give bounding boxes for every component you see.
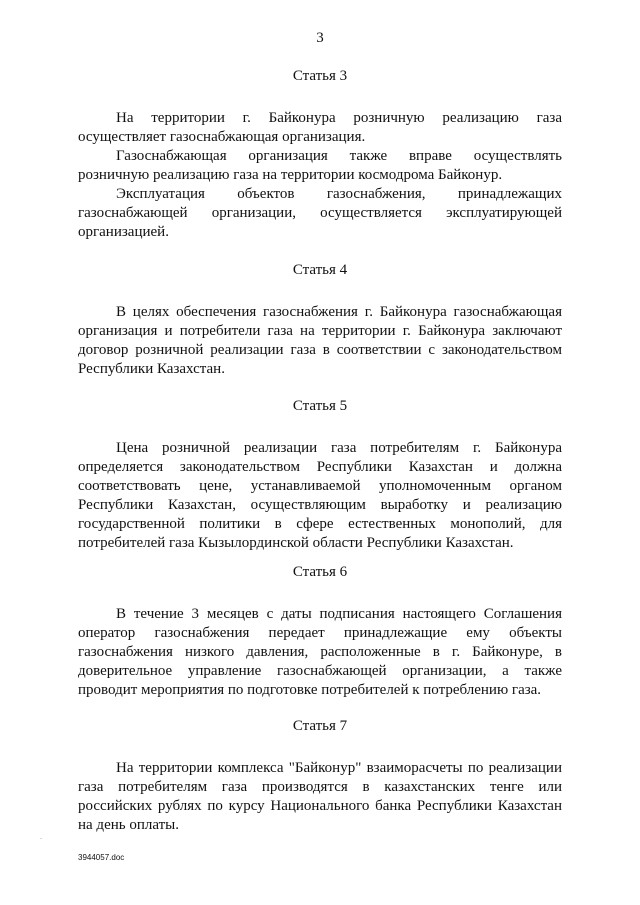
paragraph: В целях обеспечения газоснабжения г. Байконура газоснабжающая организация и потребители газа на территории г. Байконура заключают договор розничной реализации газа в соответствии с законодательством Республики Казахстан. <box>78 304 562 377</box>
page-number: 3 <box>316 30 324 46</box>
article-title: Статья 5 <box>292 398 348 414</box>
margin-mark: . <box>40 832 42 841</box>
article-title: Статья 6 <box>292 564 348 580</box>
paragraph: В течение 3 месяцев с даты подписания настоящего Соглашения оператор газоснабжения передает принадлежащие ему объекты газоснабжения низкого давления, расположенные в г. Байконуре, в доверительное управление газоснабжающей организации, а также проводит мероприятия по подготовке потребителей к потреблению газа. <box>78 606 562 698</box>
paragraph: Эксплуатация объектов газоснабжения, принадлежащих газоснабжающей организации, осуществляется эксплуатирующей организацией. <box>78 186 562 240</box>
paragraph: На территории г. Байконура розничную реализацию газа осуществляет газоснабжающая организация. <box>78 110 562 145</box>
article-title: Статья 3 <box>292 68 348 84</box>
footer-filename: 3944057.doc <box>78 853 125 862</box>
paragraph: На территории комплекса "Байконур" взаиморасчеты по реализации газа потребителям газа производятся в казахстанских тенге или российских рублях по курсу Национального банка Республики Казахстан на день оплаты. <box>78 760 562 833</box>
paragraph: Газоснабжающая организация также вправе осуществлять розничную реализацию газа на территории космодрома Байконур. <box>78 148 562 183</box>
article-title: Статья 7 <box>292 718 348 734</box>
paragraph: Цена розничной реализации газа потребителям г. Байконура определяется законодательством Республики Казахстан и должна соответствовать цене, устанавливаемой уполномоченным органом Республики Казахстан, осуществляющим выработку и реализацию государственной политики в сфере естественных монополий, для потребителей газа Кызылординской области Республики Казахстан. <box>78 440 562 551</box>
article-6 <box>78 564 562 700</box>
article-5 <box>78 398 562 553</box>
article-3 <box>78 68 562 242</box>
article-title: Статья 4 <box>292 262 348 278</box>
article-4 <box>78 262 562 379</box>
article-7 <box>78 718 562 835</box>
